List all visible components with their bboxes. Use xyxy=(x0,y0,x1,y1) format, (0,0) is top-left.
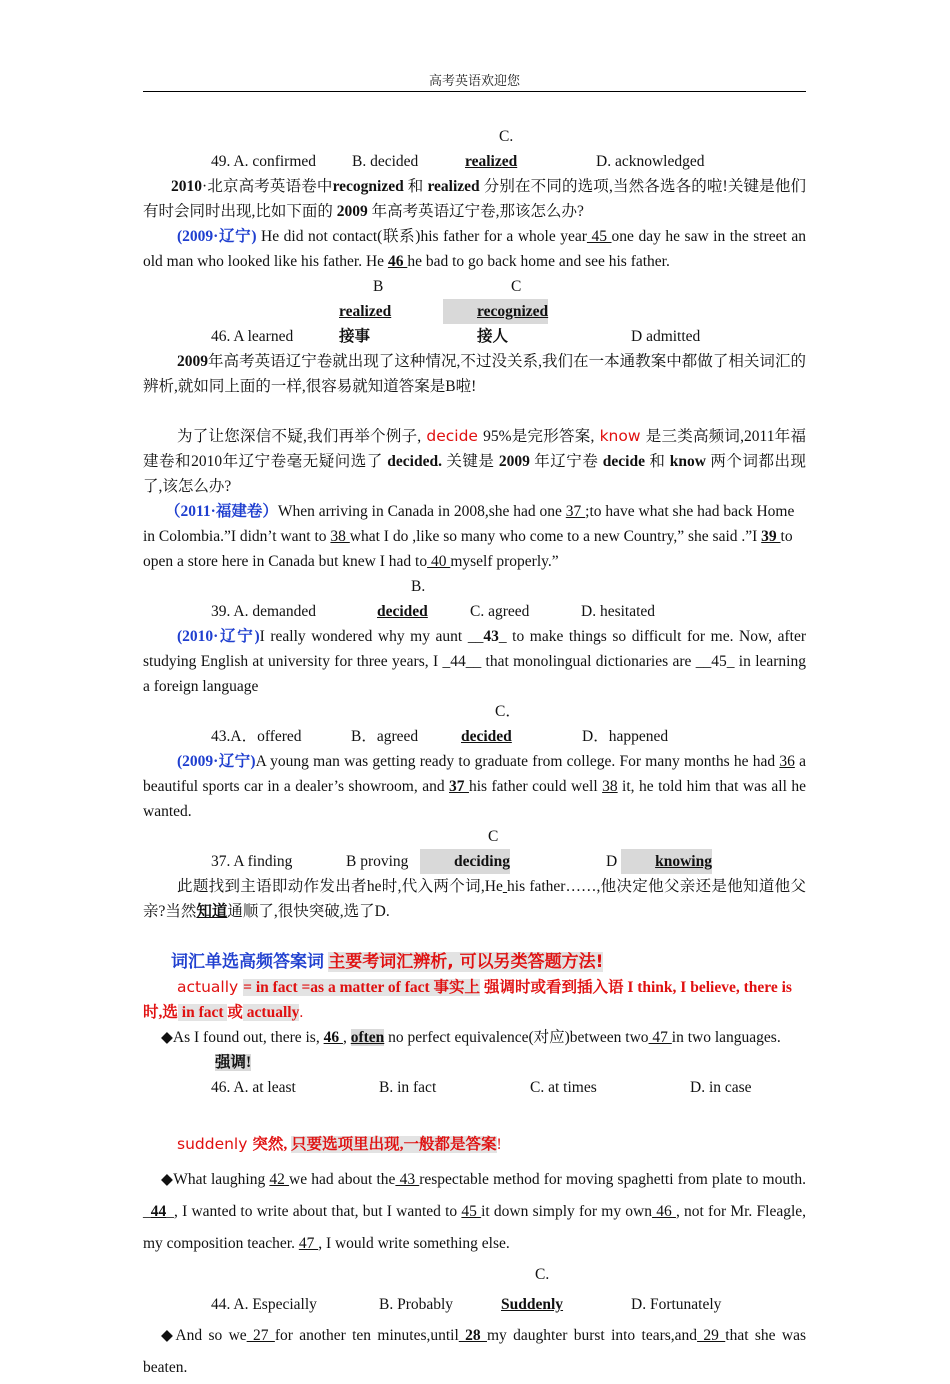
option: B. decided xyxy=(352,153,419,170)
source-label: （2011·福建卷） xyxy=(165,503,278,520)
actually-note: actually = in fact =as a matter of fact 事实上 强调时或看到插入语 I think, I believe, there is 时,选 in fact 或 actually. xyxy=(143,978,792,1021)
options-q44: 44. A. Especially B. ProbablyC. Suddenly D. Fortunately xyxy=(211,1266,722,1313)
paragraph: 为了让您深信不疑,我们再举个例子, decide 95%是完形答案, know 是三类高频词,2011年福建卷和2010年辽宁卷毫无疑问选了 decided. 关键是 2009 年辽宁卷 decide 和 know 两个词都出现了,该怎么办? xyxy=(143,427,807,495)
section-heading: 词汇单选高频答案词 主要考词汇辨析, 可以另类答题方法! xyxy=(171,952,604,972)
option: 49. A. confirmed xyxy=(211,153,317,170)
suddenly-note: suddenly 突然, 只要选项里出现,一般都是答案! xyxy=(177,1135,502,1153)
blank-46: 46 xyxy=(387,253,408,270)
document-body xyxy=(143,124,806,1384)
source-label: (2010·辽宁) xyxy=(177,628,260,645)
options-q46: 46. A learnedB realized接事C recognized接人 D admitted xyxy=(211,278,701,345)
passage-until: ◆And so we 27 for another ten minutes,until 28 my daughter burst into tears,and 29 that she was beaten. xyxy=(143,1327,806,1376)
passage-2009-liaoning-b: (2009·辽宁)A young man was getting ready to graduate from college. For many months he had 36 a beautiful sports car in a dealer’s showroom, and 37 his father could well 38 it, he told him that was all he wanted. xyxy=(143,753,806,820)
source-label: (2009·辽宁) xyxy=(177,753,256,770)
options-q37: 37. A finding B provingC deciding D knowing xyxy=(143,824,806,874)
options-q46b: 46. A. at least B. in fact C. at times D. in case xyxy=(211,1079,752,1096)
passage-2011-fujian: （2011·福建卷）When arriving in Canada in 2008,she had one 37 ;to have what she had back Home in Colombia.”I didn’t want to 38 what I do ,like so many who come to a new Country,” she said .”I 39 to open a store here in Canada but knew I had to 40 myself properly.” xyxy=(143,503,795,570)
option: C. realized xyxy=(431,124,562,174)
source-label: (2009·辽宁) xyxy=(177,228,257,245)
page-header: 高考英语欢迎您 xyxy=(143,70,806,92)
emphasis-note: 强调! xyxy=(215,1054,252,1071)
passage-suddenly: ◆What laughing 42 we had about the 43 respectable method for moving spaghetti from plate to mouth. _44_, I wanted to write about that, but I wanted to 45 it down simply for my own 46 , not for Mr. Fleagle, my composition teacher. 47 , I would write something else. xyxy=(143,1171,807,1252)
passage-in-fact: ◆As I found out, there is, 46 , often no perfect equivalence(对应)between two 47 in two languages.强调! xyxy=(161,1029,781,1071)
options-q43: 43.A．offered B．agreedC．decided D．happened xyxy=(211,703,669,745)
paragraph: 2010·北京高考英语卷中recognized 和 realized 分别在不同的选项,当然各选各的啦!关键是他们有时会同时出现,比如下面的 2009 年高考英语辽宁卷,那该怎么办? xyxy=(143,178,806,220)
paragraph: 2009年高考英语辽宁卷就出现了这种情况,不过没关系,我们在一本通教案中都做了相关词汇的辨析,就如同上面的一样,很容易就知道答案是B啦! xyxy=(143,353,806,395)
options-q49 xyxy=(143,124,806,174)
blank-45: 45 xyxy=(586,228,612,245)
passage-2010-liaoning: (2010·辽宁)I really wondered why my aunt __43_ to make things so difficult for me. Now, after studying English at university for three years, I _44__ that monolingual dictionaries are __45_ in learning a foreign language xyxy=(143,628,806,695)
options-q39: 39. A. demandedB. decided C. agreed D. hesitated xyxy=(211,578,656,620)
paragraph: 此题找到主语即动作发出者he时,代入两个词,He his father……,他决定他父亲还是他知道他父亲?当然知道通顺了,很快突破,选了D. xyxy=(143,878,806,920)
option: D. acknowledged xyxy=(596,153,705,170)
answer-word: realized xyxy=(465,153,518,170)
passage-2009-liaoning: (2009·辽宁) He did not contact(联系)his father for a whole year 45 one day he saw in the street an old man who looked like his father. He 46 he bad to go back home and see his father. xyxy=(143,228,807,270)
